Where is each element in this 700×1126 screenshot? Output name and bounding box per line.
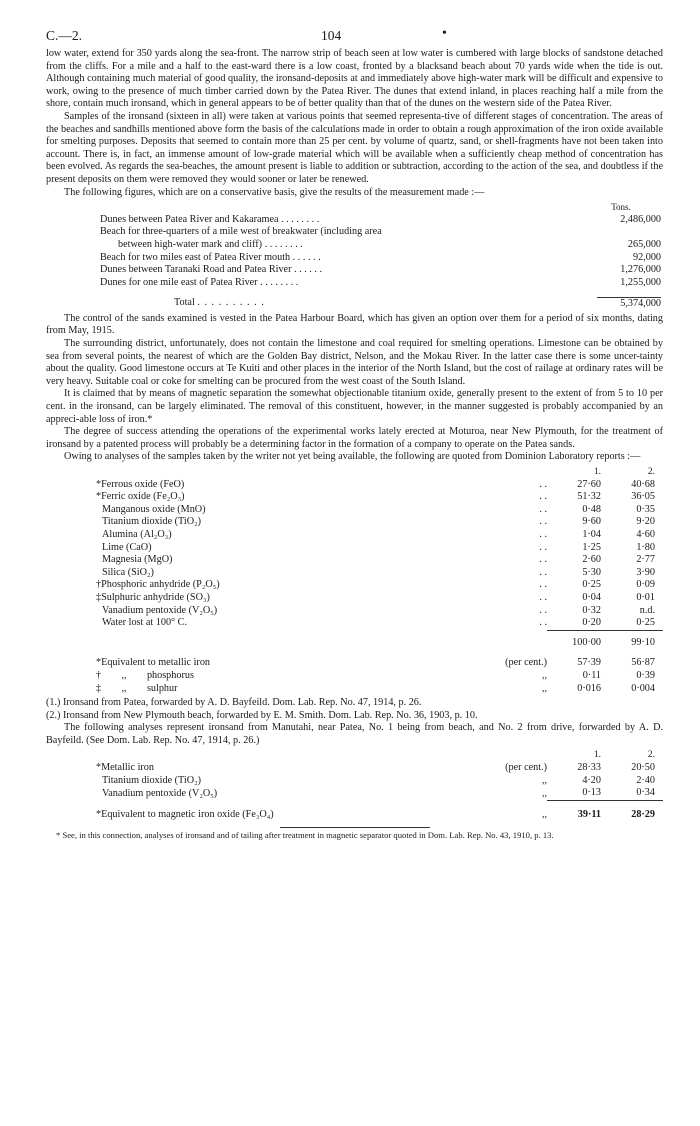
table-row: *Ferric oxide (Fe₂O₃) . . 51·32 36·05 <box>96 491 655 503</box>
references <box>46 697 663 722</box>
table-row: Dunes for one mile east of Patea River . . . . . . . . 1,255,000 <box>100 276 661 288</box>
table-row: Lime (CaO) . . 1·25 1·80 <box>102 541 655 553</box>
paragraph-4: The control of the sands examined is vested in the Patea Harbour Board, which has given an option over them for a period of six months, dating from May, 1915. <box>46 312 663 337</box>
total-row: Total . . . . . . . . . . 5,374,000 <box>174 297 661 310</box>
table-row: Dunes between Patea River and Kakaramea . . . . . . . . 2,486,000 <box>100 213 661 225</box>
row-label: Dunes between Taranaki Road and Patea River <box>100 264 292 276</box>
sum-row <box>46 630 663 649</box>
table-row: † ,, phosphorus ,, 0·11 0·39 <box>96 669 655 681</box>
paragraph-2: Samples of the ironsand (sixteen in all) were taken at various points that seemed representa-tive of different stages of concentration. The areas of the beaches and sandhills mentioned above form the basis of the calculations made in order to obtain a rough approximation of the iron oxide available for smelting purposes. Deposits that seemed to contain more than 25 per cent. by volume of quartz, sand, or shell-fragments have not been taken into account. There is, in fact, an immense amount of low-grade material which will be available when a sufficiently cheap method of concentration has been evolved. As regards the sea-beaches, the amount present is liable to addition or subtraction, according to the action of the sea, and doubtless if the present deposits on them were removed they would sooner or later be renewed. <box>46 110 663 185</box>
document-code: C.—2. <box>46 28 83 43</box>
tons-unit-header: Tons. <box>611 202 631 213</box>
paragraph-6: It is claimed that by means of magnetic separation the somewhat objectionable titanium oxide, generally present to the extent of from 5 to 10 per cent. in the ironsand, can be largely eliminated. The removal of this constituent, however, in the manner suggested is probably accompanied by an appreci-able loss of iron.* <box>46 388 663 425</box>
column-header-2: 2. <box>647 750 655 761</box>
paragraph-3: The following figures, which are on a conservative basis, give the results of the measurement made :— <box>64 186 485 198</box>
column-header-1: 1. <box>593 750 601 761</box>
table-row: Dunes between Taranaki Road and Patea River . . . . . . 1,276,000 <box>100 264 661 276</box>
column-header-2: 2. <box>647 467 655 477</box>
page-mark: • <box>442 26 447 41</box>
table-row: between high-water mark and cliff) . . . . . . . . 265,000 <box>118 238 661 250</box>
column-header-1: 1. <box>593 467 601 477</box>
row-label: Beach for two miles east of Patea River mouth <box>100 251 291 263</box>
table-row: Beach for two miles east of Patea River mouth . . . . . . 92,000 <box>100 251 661 263</box>
row-label: Beach for three-quarters of a mile west of breakwater (including area <box>100 226 382 238</box>
row-value: 92,000 <box>632 251 661 263</box>
table-row <box>46 226 663 239</box>
table-row: ‡ ,, sulphur ,, 0·016 0·004 <box>96 682 655 694</box>
table-row: Water lost at 100° C. . . 0·20 0·25 <box>102 617 655 629</box>
row-label: Dunes between Patea River and Kakaramea <box>100 213 279 225</box>
table-row: Alumina (Al₂O₃) . . 1·04 4·60 <box>102 528 655 540</box>
sum-value-2: 99·10 <box>601 630 663 649</box>
analysis-table-2 <box>46 749 663 821</box>
paragraph-7: The degree of success attending the operations of the experimental works lately erected at Moturoa, near New Plymouth, for the treatment of ironsand by a patented process will probably be a determining factor in the formation of a company to operate on the Patea sands. <box>46 426 663 450</box>
tonnage-table <box>46 201 663 311</box>
row-value: 1,276,000 <box>620 264 661 276</box>
table-row: *Ferrous oxide (FeO) . . 27·60 40·68 <box>96 478 655 490</box>
paragraph-9: The following analyses represent ironsand from Manutahi, near Patea, No. 1 being from beach, and No. 2 from drive, forwarded by A. D. Bayfeild. (See Dom. Lab. Rep. No. 47, 1914, p. 26.) <box>46 722 663 746</box>
table-row: Vanadium pentoxide (V₂O₅) ,, 0·13 0·34 <box>102 787 655 799</box>
table-row: ‡Sulphuric anhydride (SO₃) . . 0·04 0·01 <box>96 591 655 603</box>
sum-value-1: 100·00 <box>547 630 601 649</box>
row-value: 2,486,000 <box>620 213 661 225</box>
table-row: Titanium dioxide (TiO₂) ,, 4·20 2·40 <box>102 774 655 786</box>
row-label: Dunes for one mile east of Patea River <box>100 276 258 288</box>
table-row: Manganous oxide (MnO) . . 0·48 0·35 <box>102 503 655 515</box>
page-header <box>46 26 663 48</box>
table-row: Vanadium pentoxide (V₂O₅) . . 0·32 n.d. <box>102 604 655 616</box>
total-value: 5,374,000 <box>620 298 661 310</box>
analysis-table-1 <box>46 466 663 695</box>
table-row: *Metallic iron (per cent.) 28·33 20·50 <box>96 762 655 774</box>
table-header-row <box>46 749 663 762</box>
table-row: Silica (SiO₂) . . 5·30 3·90 <box>102 566 655 578</box>
paragraph-1: low water, extend for 350 yards along the sea-front. The narrow strip of beach seen at low water is cumbered with large blocks of sandstone detached from the cliffs. For a mile and a half to the east-ward there is a low coast, fronted by a blacksand beach about 70 yards wide when the tide is out. Although containing much material of good quality, the ironsand-deposits at and immediately above high-water mark will be difficult and expensive to work, owing to the presence of much timber carried down by the Patea River. The dunes that extend inland, in places reaching half a mile from the shore, contain much ironsand, which in general appears to be of better quality than that of the dunes on the western side of the Patea River. <box>46 48 663 110</box>
paragraph-8: Owing to analyses of the samples taken by the writer not yet being available, the following are quoted from Dominion Laboratory reports :— <box>64 451 641 463</box>
row-label: between high-water mark and cliff) <box>118 238 263 250</box>
reference-item: (2.) Ironsand from New Plymouth beach, forwarded by E. M. Smith. Dom. Lab. Rep. No. 36, 1903, p. 10. <box>46 709 478 721</box>
table-row: †Phosphoric anhydride (P₂O₅) . . 0·25 0·09 <box>96 579 655 591</box>
table-row: Magnesia (MgO) . . 2·60 2·77 <box>102 554 655 566</box>
equivalent-row: *Equivalent to magnetic iron oxide (Fe₃O₄) ,, 39·11 28·29 <box>46 800 663 821</box>
row-value: 265,000 <box>627 238 661 250</box>
table-row: Titanium dioxide (TiO₂) . . 9·60 9·20 <box>102 516 655 528</box>
reference-item: (1.) Ironsand from Patea, forwarded by A. D. Bayfeild. Dom. Lab. Rep. No. 47, 1914, p. 26. <box>46 697 422 709</box>
document-page <box>46 26 663 841</box>
table-row: *Equivalent to metallic iron (per cent.) 57·39 56·87 <box>96 657 655 669</box>
page-number: 104 <box>321 28 342 43</box>
footnote: * See, in this connection, analyses of ironsand and of tailing after treatment in magnetic separator quoted in Dom. Lab. Rep. No. 43, 1910, p. 13. <box>56 830 554 841</box>
table-header-row <box>46 466 663 479</box>
footnote-divider <box>280 827 430 828</box>
total-label: Total <box>174 297 195 309</box>
row-value: 1,255,000 <box>620 276 661 288</box>
paragraph-5: The surrounding district, unfortunately, does not contain the limestone and coal required for smelting operations. Limestone can be obtained by sea from several points, the nearest of which are the Golden Bay district, Nelson, and the Mokau River. In the latter case there is some uncer-tainty about the quality. Good limestone occurs at Te Kuiti and other places in the interior of the North Island, but the cost of railage at ordinary rates will be very heavy. Suitable coal or coke for smelting can be procured from the west coast of the South Island. <box>46 338 663 387</box>
